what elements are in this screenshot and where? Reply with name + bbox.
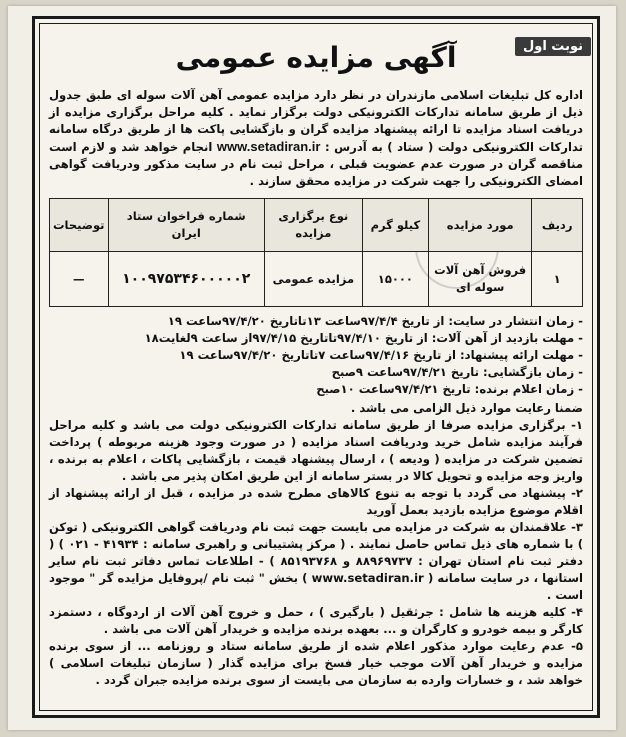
newspaper-clipping — [8, 6, 616, 730]
schedule-list — [49, 313, 583, 398]
list-item: ۳- علاقمندان به شرکت در مزایده می بایست جهت ثبت نام ودریافت گواهی الکترونیکی ( توکن ) با شماره های ذیل تماس حاصل نمایند . ( مرکز پشتیبانی و راهبری سامانه : ۴۱۹۳۴ - ۰۲۱ ) ( دفتر ثبت نام استان تهران : ۸۸۹۶۹۷۳۷ و ۸۵۱۹۳۷۶۸ ) - اطلاعات تماس دفاتر ثبت نام سایر استانها ، در سایت سامانه ( www.setadiran.ir ) بخش " ثبت نام /پروفایل مزایده گر " موجود است . — [49, 520, 584, 602]
schedule-opening: - زمان بازگشایی: تاریخ ۹۷/۴/۲۱ساعت ۹صبح — [331, 365, 583, 379]
col-header-type: نوع برگزاری مزایده — [264, 199, 362, 252]
cell-row-number: ۱ — [532, 252, 583, 307]
list-item: ۲- پیشنهاد می گردد با توجه به تنوع کالاهای مطرح شده در مزایده ، قبل از ارائه پیشنهاد از اقلام موضوع مزایده بازدید بعمل آورید — [49, 486, 583, 517]
col-header-item: مورد مزایده — [429, 199, 532, 252]
intro-paragraph — [49, 87, 583, 190]
list-item: ۵- عدم رعایت موارد مذکور اعلام شده از طریق سامانه ستاد و روزنامه ... از سوی برنده مزایده و خریدار آهن آلات موجب خیار فسخ برای مزایده گذار ( سازمان تبلیغات اسلامی ) خواهد شد ، و خسارات وارده به سازمان می بایست از سوی برنده مزایده جبران گردد . — [49, 639, 583, 687]
announcement-body — [49, 87, 583, 689]
col-header-notes: توضیحات — [50, 199, 109, 252]
page-title: آگهی مزایده عمومی — [175, 41, 457, 74]
col-header-row-number: ردیف — [532, 199, 583, 252]
cell-call-number: ۱۰۰۹۷۵۳۴۶۰۰۰۰۰۲ — [108, 252, 264, 307]
list-item: ۱- برگزاری مزایده صرفا از طریق سامانه تدارکات الکترونیکی دولت می باشد و کلیه مراحل فرآیند مزایده شامل خرید ودریافت اسناد مزایده ( در صورت وجود هزینه مربوطه ) پرداخت تضمین شرکت در مزایده ( ودیعه ) ، ارسال پیشنهاد قیمت ، بازگشایی پاکات ، اعلام به برنده ، واریز وجه مزایده و تحویل کالا در بستر سامانه از این طریق امکان پذیر می باشد . — [49, 418, 583, 483]
requirements-note: ضمنا رعایت موارد ذیل الزامی می باشد . — [350, 401, 583, 415]
cell-type: مزایده عمومی — [264, 252, 362, 307]
table-header-row — [50, 199, 583, 252]
schedule-winner: - زمان اعلام برنده: تاریخ ۹۷/۴/۲۱ساعت ۱۰صبح — [316, 382, 583, 396]
table-row — [50, 252, 583, 307]
cell-item: فروش آهن آلات سوله ای — [429, 252, 532, 307]
tender-table — [49, 198, 583, 307]
schedule-submission: - مهلت ارائه پیشنهاد: از تاریخ ۹۷/۴/۱۶ساعت ۷تاتاریخ ۹۷/۴/۲۰ساعت ۱۹ — [179, 348, 583, 362]
edition-badge: نوبت اول — [515, 37, 591, 56]
intro-text: اداره کل تبلیغات اسلامی مازندران در نظر دارد مزایده عمومی آهن آلات سوله ای طبق جدول ذیل از طریق سامانه تدارکات الکترونیکی دولت برگزار نماید . کلیه مراحل برگزاری مزایده از دریافت اسناد مزایده تا ارائه پیشنهاد مزایده گران و بازگشایی پاکت ها از طریق درگاه سامانه تدارکات الکترونیکی دولت ( ستاد ) به آدرس : — [49, 88, 583, 154]
intro-text-2: انجام خواهد شد و لازم است مناقصه گران در صورت عدم عضویت قبلی ، مراحل ثبت نام در سایت مذکور ودریافت گواهی امضای الکترونیکی را جهت شرکت در مزایده محقق سازند . — [49, 140, 583, 188]
schedule-publish: - زمان انتشار در سایت: از تاریخ ۹۷/۴/۴ساعت ۱۳تاتاریخ ۹۷/۴/۲۰ساعت ۱۹ — [167, 314, 583, 328]
list-item: ۴- کلیه هزینه ها شامل : جرثقیل ( بارگیری ) ، حمل و خروج آهن آلات از اردوگاه ، دستمزد کارگر و بیمه خودرو و کارگران و ... بعهده برنده مزایده و خریدار آهن آلات می باشد . — [49, 605, 583, 636]
cell-weight: ۱۵۰۰۰ — [362, 252, 428, 307]
col-header-call-number: شماره فراخوان ستاد ایران — [108, 199, 264, 252]
announcement-frame — [32, 16, 600, 718]
col-header-weight: کیلو گرم — [362, 199, 428, 252]
setadiran-link[interactable]: www.setadiran.ir — [216, 139, 321, 154]
schedule-visit: - مهلت بازدید از آهن آلات: از تاریخ ۹۷/۴/۱۰تاتاریخ ۹۷/۴/۱۵از ساعت ۹لغایت۱۸ — [144, 331, 583, 345]
cell-notes: — — [50, 252, 109, 307]
